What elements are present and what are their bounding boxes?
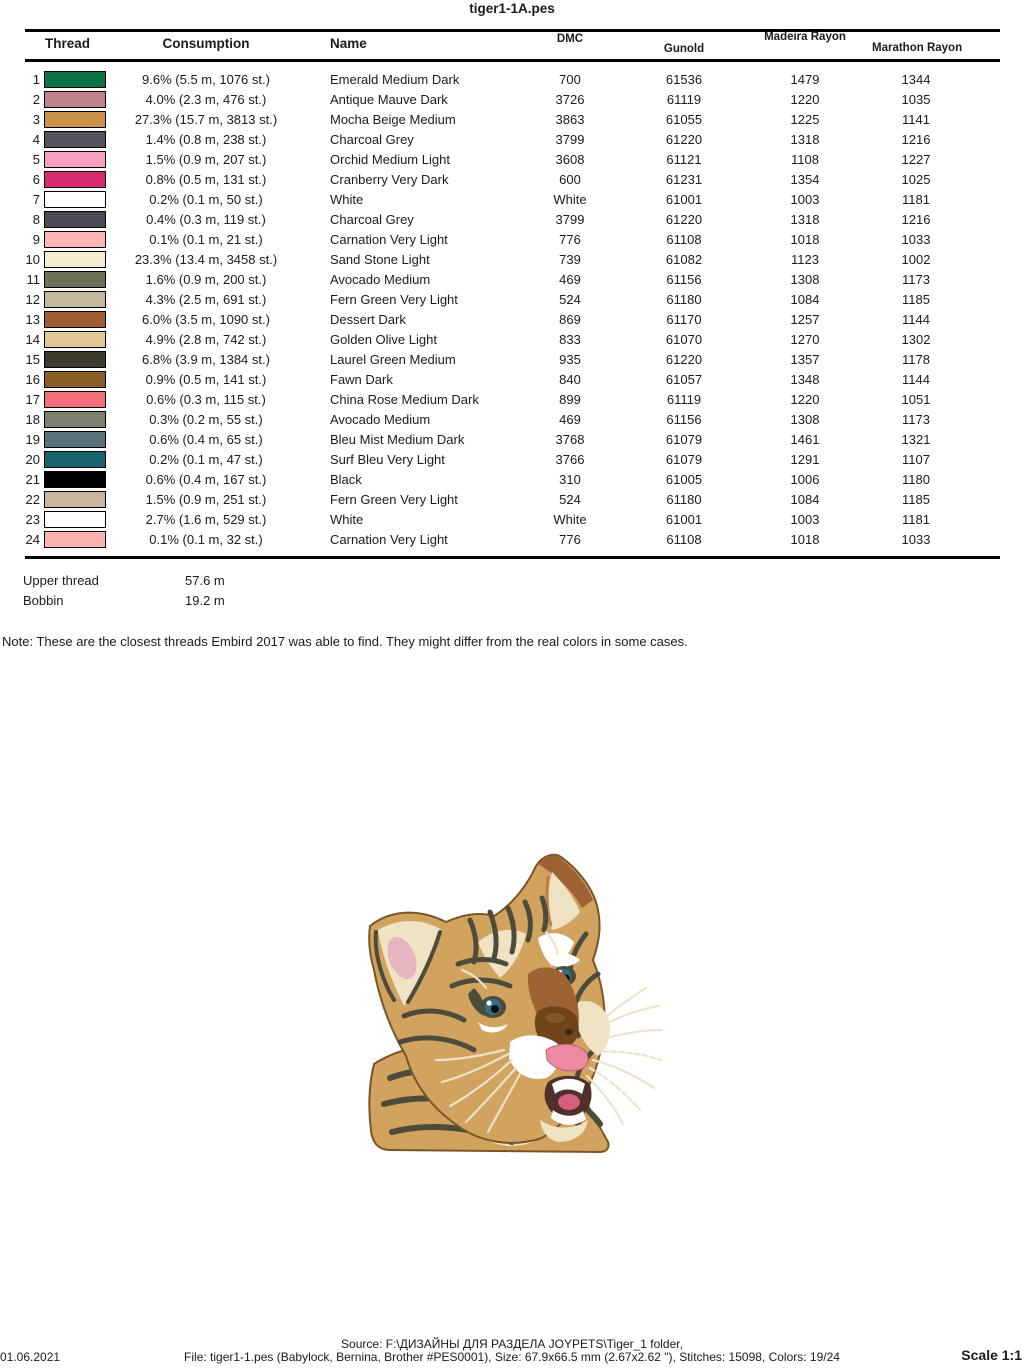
thread-name: Dessert Dark: [330, 312, 406, 327]
consumption-value: 0.9% (0.5 m, 141 st.): [145, 372, 267, 387]
thread-number: 14: [25, 332, 40, 347]
table-row: [0, 370, 1024, 390]
dmc-code: 310: [559, 472, 581, 487]
thread-name: Charcoal Grey: [330, 132, 414, 147]
dmc-code: White: [553, 512, 587, 527]
thread-color-swatch: [44, 291, 106, 308]
thread-color-swatch: [44, 131, 106, 148]
thread-color-swatch: [44, 111, 106, 128]
gunold-code: 61108: [666, 532, 702, 547]
thread-number: 13: [25, 312, 40, 327]
dmc-code: White: [553, 192, 587, 207]
thread-number: 19: [25, 432, 40, 447]
marathon-rayon-code: 1173: [902, 272, 930, 287]
thread-color-swatch: [44, 431, 106, 448]
tiger-embroidery-image: [362, 846, 662, 1158]
madeira-rayon-code: 1461: [790, 432, 820, 447]
dmc-code: 3726: [555, 92, 585, 107]
marathon-rayon-code: 1302: [901, 332, 931, 347]
column-header-gunold: Gunold: [663, 43, 705, 55]
madeira-rayon-code: 1018: [790, 532, 820, 547]
consumption-value: 4.0% (2.3 m, 476 st.): [145, 92, 267, 107]
consumption-value: 2.7% (1.6 m, 529 st.): [145, 512, 267, 527]
gunold-code: 61220: [665, 212, 703, 227]
table-row: [0, 210, 1024, 230]
header-bottom-rule: [25, 59, 1000, 62]
dmc-code: 3799: [555, 212, 585, 227]
consumption-value: 1.6% (0.9 m, 200 st.): [145, 272, 267, 287]
gunold-code: 61156: [666, 272, 702, 287]
marathon-rayon-code: 1321: [901, 432, 931, 447]
thread-color-swatch: [44, 251, 106, 268]
table-row: [0, 90, 1024, 110]
thread-number: 23: [25, 512, 40, 527]
thread-number: 3: [32, 112, 40, 127]
column-header-dmc: DMC: [556, 33, 584, 45]
thread-number: 2: [32, 92, 40, 107]
madeira-rayon-code: 1006: [790, 472, 820, 487]
madeira-rayon-code: 1084: [790, 292, 820, 307]
table-row: [0, 530, 1024, 550]
madeira-rayon-code: 1018: [790, 232, 820, 247]
marathon-rayon-code: 1181: [902, 512, 930, 527]
gunold-code: 61231: [665, 172, 703, 187]
dmc-code: 3768: [555, 432, 585, 447]
table-row: [0, 410, 1024, 430]
thread-name: Antique Mauve Dark: [330, 92, 448, 107]
consumption-value: 0.6% (0.4 m, 167 st.): [145, 472, 267, 487]
dmc-code: 776: [559, 532, 581, 547]
thread-name: Fawn Dark: [330, 372, 393, 387]
thread-color-swatch: [44, 531, 106, 548]
thread-name: White: [330, 512, 364, 527]
consumption-value: 0.2% (0.1 m, 50 st.): [149, 192, 263, 207]
thread-number: 20: [25, 452, 40, 467]
table-row: [0, 430, 1024, 450]
column-header-consumption: Consumption: [162, 36, 250, 51]
thread-color-swatch: [44, 511, 106, 528]
marathon-rayon-code: 1227: [901, 152, 931, 167]
dmc-code: 3799: [555, 132, 585, 147]
gunold-code: 61536: [665, 72, 703, 87]
thread-color-swatch: [44, 231, 106, 248]
upper-thread-value: 57.6 m: [185, 573, 225, 588]
thread-name: Carnation Very Light: [330, 232, 448, 247]
thread-number: 11: [26, 272, 40, 287]
consumption-value: 6.8% (3.9 m, 1384 st.): [142, 352, 270, 367]
table-row: [0, 450, 1024, 470]
thread-name: Golden Olive Light: [330, 332, 437, 347]
marathon-rayon-code: 1216: [901, 132, 931, 147]
madeira-rayon-code: 1308: [790, 272, 820, 287]
gunold-code: 61079: [665, 432, 703, 447]
madeira-rayon-code: 1003: [790, 192, 820, 207]
table-row: [0, 290, 1024, 310]
madeira-rayon-code: 1318: [790, 132, 820, 147]
marathon-rayon-code: 1180: [902, 472, 930, 487]
thread-color-swatch: [44, 171, 106, 188]
gunold-code: 61170: [666, 312, 702, 327]
gunold-code: 61180: [666, 292, 702, 307]
thread-name: Charcoal Grey: [330, 212, 414, 227]
table-row: [0, 70, 1024, 90]
marathon-rayon-code: 1185: [902, 292, 930, 307]
consumption-value: 0.1% (0.1 m, 32 st.): [149, 532, 263, 547]
thread-color-swatch: [44, 451, 106, 468]
thread-color-swatch: [44, 151, 106, 168]
table-row: [0, 250, 1024, 270]
marathon-rayon-code: 1344: [901, 72, 931, 87]
thread-name: Black: [330, 472, 362, 487]
thread-color-swatch: [44, 311, 106, 328]
gunold-code: 61005: [665, 472, 703, 487]
dmc-code: 469: [559, 272, 581, 287]
thread-color-swatch: [44, 491, 106, 508]
bobbin-label: Bobbin: [23, 593, 64, 608]
table-row: [0, 350, 1024, 370]
thread-color-swatch: [44, 471, 106, 488]
thread-number: 24: [25, 532, 40, 547]
table-row: [0, 490, 1024, 510]
column-header-name: Name: [330, 36, 367, 51]
thread-table-body: [0, 70, 1024, 550]
consumption-value: 4.9% (2.8 m, 742 st.): [145, 332, 267, 347]
dmc-code: 840: [559, 372, 581, 387]
dmc-code: 469: [559, 412, 581, 427]
table-row: [0, 150, 1024, 170]
dmc-code: 833: [559, 332, 581, 347]
dmc-code: 700: [559, 72, 581, 87]
thread-name: White: [330, 192, 364, 207]
thread-name: Bleu Mist Medium Dark: [330, 432, 465, 447]
consumption-value: 0.6% (0.3 m, 115 st.): [146, 392, 266, 407]
madeira-rayon-code: 1270: [790, 332, 820, 347]
madeira-rayon-code: 1123: [791, 252, 819, 267]
thread-name: Laurel Green Medium: [330, 352, 456, 367]
consumption-value: 9.6% (5.5 m, 1076 st.): [142, 72, 270, 87]
thread-name: Sand Stone Light: [330, 252, 430, 267]
thread-number: 9: [32, 232, 40, 247]
marathon-rayon-code: 1144: [902, 372, 930, 387]
note-text: Note: These are the closest threads Embird 2017 was able to find. They might differ from the real colors in some cases.: [2, 634, 688, 649]
thread-number: 6: [32, 172, 40, 187]
dmc-code: 3766: [555, 452, 585, 467]
gunold-code: 61119: [666, 92, 702, 107]
madeira-rayon-code: 1479: [790, 72, 820, 87]
footer-file-info: File: tiger1-1.pes (Babylock, Bernina, Brother #PES0001), Size: 67.9x66.5 mm (2.67x2.62 "), Stitches: 15098, Colors: 19/24: [184, 1350, 840, 1364]
page-title: tiger1-1A.pes: [469, 1, 555, 16]
column-header-marathon-rayon: Marathon Rayon: [872, 42, 963, 54]
table-row: [0, 470, 1024, 490]
marathon-rayon-code: 1216: [901, 212, 931, 227]
dmc-code: 776: [559, 232, 581, 247]
thread-number: 22: [25, 492, 40, 507]
madeira-rayon-code: 1220: [790, 392, 820, 407]
consumption-value: 0.8% (0.5 m, 131 st.): [145, 172, 267, 187]
madeira-rayon-code: 1084: [790, 492, 820, 507]
thread-number: 1: [32, 72, 40, 87]
marathon-rayon-code: 1033: [901, 232, 931, 247]
consumption-value: 4.3% (2.5 m, 691 st.): [145, 292, 267, 307]
marathon-rayon-code: 1035: [901, 92, 931, 107]
thread-name: Emerald Medium Dark: [330, 72, 460, 87]
gunold-code: 61079: [665, 452, 703, 467]
gunold-code: 61108: [666, 232, 702, 247]
madeira-rayon-code: 1357: [790, 352, 820, 367]
bobbin-value: 19.2 m: [185, 593, 225, 608]
dmc-code: 869: [559, 312, 581, 327]
table-top-rule: [25, 29, 1000, 32]
dmc-code: 935: [559, 352, 581, 367]
consumption-value: 1.4% (0.8 m, 238 st.): [145, 132, 267, 147]
gunold-code: 61121: [666, 152, 702, 167]
table-row: [0, 390, 1024, 410]
table-row: [0, 230, 1024, 250]
thread-number: 17: [25, 392, 40, 407]
thread-number: 21: [25, 472, 40, 487]
footer-date: 01.06.2021: [0, 1350, 61, 1364]
thread-color-swatch: [44, 351, 106, 368]
table-row: [0, 510, 1024, 530]
footer-source: Source: F:\ДИЗАЙНЫ ДЛЯ РАЗДЕЛА JOYPETS\Tiger_1 folder,: [341, 1337, 683, 1351]
marathon-rayon-code: 1107: [902, 452, 930, 467]
consumption-value: 1.5% (0.9 m, 251 st.): [145, 492, 267, 507]
column-header-thread: Thread: [45, 36, 91, 51]
marathon-rayon-code: 1181: [902, 192, 930, 207]
consumption-value: 0.4% (0.3 m, 119 st.): [146, 212, 266, 227]
thread-color-swatch: [44, 191, 106, 208]
consumption-value: 1.5% (0.9 m, 207 st.): [145, 152, 267, 167]
thread-name: Orchid Medium Light: [330, 152, 450, 167]
consumption-value: 23.3% (13.4 m, 3458 st.): [134, 252, 278, 267]
consumption-value: 0.1% (0.1 m, 21 st.): [149, 232, 263, 247]
column-header-madeira-rayon: Madeira Rayon: [764, 31, 846, 43]
thread-color-swatch: [44, 371, 106, 388]
table-row: [0, 330, 1024, 350]
dmc-code: 3863: [555, 112, 585, 127]
marathon-rayon-code: 1185: [902, 492, 930, 507]
madeira-rayon-code: 1308: [790, 412, 820, 427]
gunold-code: 61180: [666, 492, 702, 507]
table-row: [0, 110, 1024, 130]
thread-color-swatch: [44, 211, 106, 228]
table-row: [0, 190, 1024, 210]
dmc-code: 600: [559, 172, 581, 187]
thread-name: Surf Bleu Very Light: [330, 452, 445, 467]
dmc-code: 524: [559, 492, 581, 507]
marathon-rayon-code: 1033: [901, 532, 931, 547]
marathon-rayon-code: 1051: [901, 392, 931, 407]
thread-color-swatch: [44, 91, 106, 108]
thread-name: Fern Green Very Light: [330, 492, 458, 507]
thread-color-swatch: [44, 411, 106, 428]
gunold-code: 61055: [665, 112, 703, 127]
thread-name: Avocado Medium: [330, 412, 431, 427]
madeira-rayon-code: 1257: [790, 312, 820, 327]
madeira-rayon-code: 1318: [790, 212, 820, 227]
gunold-code: 61119: [666, 392, 702, 407]
thread-number: 12: [25, 292, 40, 307]
gunold-code: 61156: [666, 412, 702, 427]
thread-name: Fern Green Very Light: [330, 292, 458, 307]
thread-number: 10: [25, 252, 40, 267]
marathon-rayon-code: 1025: [901, 172, 931, 187]
gunold-code: 61057: [665, 372, 703, 387]
gunold-code: 61220: [665, 132, 703, 147]
madeira-rayon-code: 1348: [790, 372, 820, 387]
dmc-code: 899: [559, 392, 581, 407]
marathon-rayon-code: 1141: [902, 112, 930, 127]
thread-number: 5: [32, 152, 40, 167]
marathon-rayon-code: 1178: [902, 352, 930, 367]
upper-thread-label: Upper thread: [23, 573, 99, 588]
madeira-rayon-code: 1225: [790, 112, 820, 127]
thread-name: Carnation Very Light: [330, 532, 448, 547]
dmc-code: 524: [559, 292, 581, 307]
madeira-rayon-code: 1291: [790, 452, 820, 467]
marathon-rayon-code: 1173: [902, 412, 930, 427]
consumption-value: 6.0% (3.5 m, 1090 st.): [142, 312, 270, 327]
consumption-value: 27.3% (15.7 m, 3813 st.): [134, 112, 278, 127]
marathon-rayon-code: 1144: [902, 312, 930, 327]
thread-number: 7: [32, 192, 40, 207]
gunold-code: 61001: [665, 192, 703, 207]
marathon-rayon-code: 1002: [901, 252, 931, 267]
footer-scale: Scale 1:1: [961, 1347, 1022, 1363]
thread-number: 4: [32, 132, 40, 147]
thread-number: 15: [25, 352, 40, 367]
dmc-code: 3608: [555, 152, 585, 167]
madeira-rayon-code: 1354: [790, 172, 820, 187]
thread-color-swatch: [44, 271, 106, 288]
dmc-code: 739: [559, 252, 581, 267]
thread-number: 16: [25, 372, 40, 387]
thread-color-swatch: [44, 71, 106, 88]
thread-name: Mocha Beige Medium: [330, 112, 456, 127]
gunold-code: 61070: [665, 332, 703, 347]
thread-name: Avocado Medium: [330, 272, 431, 287]
table-row: [0, 130, 1024, 150]
gunold-code: 61001: [665, 512, 703, 527]
thread-color-swatch: [44, 331, 106, 348]
gunold-code: 61082: [665, 252, 703, 267]
consumption-value: 0.2% (0.1 m, 47 st.): [149, 452, 263, 467]
madeira-rayon-code: 1220: [790, 92, 820, 107]
table-row: [0, 170, 1024, 190]
thread-color-swatch: [44, 391, 106, 408]
thread-number: 18: [25, 412, 40, 427]
thread-name: China Rose Medium Dark: [330, 392, 479, 407]
madeira-rayon-code: 1108: [791, 152, 819, 167]
madeira-rayon-code: 1003: [790, 512, 820, 527]
thread-number: 8: [32, 212, 40, 227]
consumption-value: 0.3% (0.2 m, 55 st.): [149, 412, 263, 427]
table-bottom-rule: [25, 556, 1000, 559]
gunold-code: 61220: [665, 352, 703, 367]
table-row: [0, 270, 1024, 290]
table-row: [0, 310, 1024, 330]
thread-name: Cranberry Very Dark: [330, 172, 449, 187]
consumption-value: 0.6% (0.4 m, 65 st.): [149, 432, 263, 447]
